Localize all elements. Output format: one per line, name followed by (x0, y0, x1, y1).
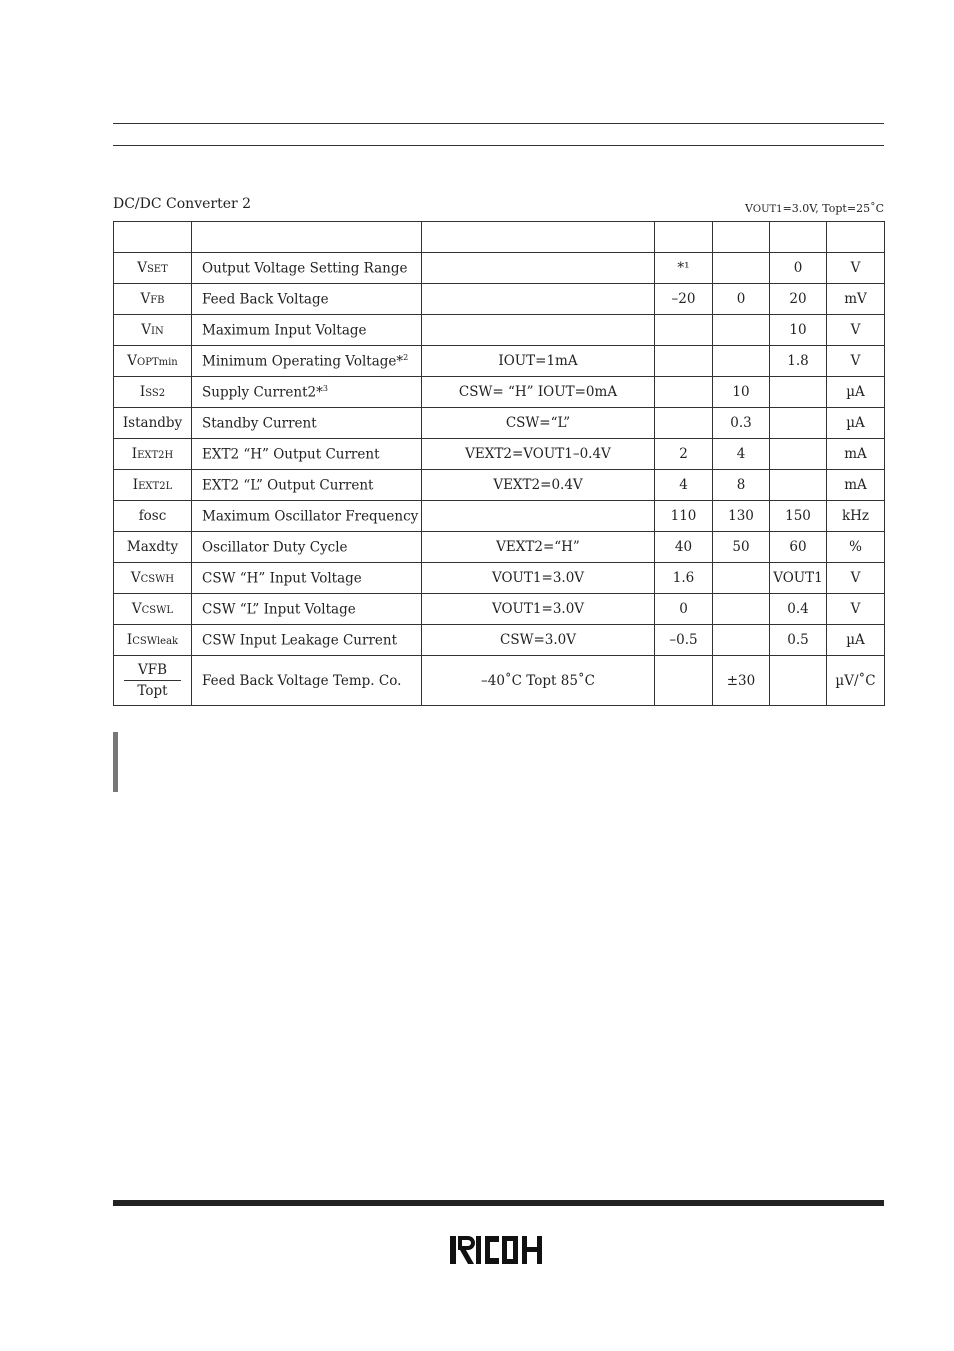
symbol-cell (114, 408, 192, 439)
symbol-text: Maxdty (126, 539, 179, 555)
unit-cell: V (827, 253, 885, 284)
item-cell (192, 501, 422, 532)
max-cell: 20 (770, 284, 827, 315)
symbol-subscript: EXT2L (138, 481, 173, 492)
min-cell: 2 (655, 439, 713, 470)
item-cell (192, 470, 422, 501)
table-row (114, 346, 885, 377)
item-cell (192, 594, 422, 625)
typ-cell: 4 (713, 439, 770, 470)
conditions-cell: VOUT1=3.0V (422, 594, 655, 625)
max-cell (770, 408, 827, 439)
symbol-text: V (137, 260, 147, 276)
max-cell: 0 (770, 253, 827, 284)
max-cell: 60 (770, 532, 827, 563)
max-cell (770, 656, 827, 706)
table-row (114, 377, 885, 408)
min-cell (655, 315, 713, 346)
table-row (114, 532, 885, 563)
symbol-text: V (141, 322, 152, 338)
symbol-text: V (127, 353, 138, 369)
item-cell (192, 284, 422, 315)
min-cell (655, 346, 713, 377)
unit-cell: kHz (827, 501, 885, 532)
symbol-cell (114, 594, 192, 625)
item-text: Maximum Input Voltage (202, 322, 367, 339)
table-row (114, 594, 885, 625)
section-title: DC/DC Converter 2 (113, 196, 252, 212)
conditions-cell: CSW=3.0V (422, 625, 655, 656)
symbol-subscript: SS2 (145, 388, 166, 399)
conditions-cell: CSW=“L” (422, 408, 655, 439)
conditions-cell: IOUT=1mA (422, 346, 655, 377)
symbol-subscript: FB (150, 295, 165, 306)
table-row (114, 563, 885, 594)
item-text: EXT2 “H” Output Current (202, 446, 380, 463)
max-cell (770, 439, 827, 470)
conditions-cell: VEXT2=VOUT1–0.4V (422, 439, 655, 470)
conditions-cell: CSW= “H” IOUT=0mA (422, 377, 655, 408)
max-cell: VOUT1 (770, 563, 827, 594)
fraction-numerator: VFB (124, 662, 181, 681)
header-rule-bottom (113, 145, 884, 146)
header-cell (713, 222, 770, 253)
conditions-subscript: OUT1 (752, 204, 783, 215)
header-cell (655, 222, 713, 253)
symbol-text: I (126, 632, 133, 648)
symbol-text: I (132, 477, 139, 493)
conditions-cell (422, 284, 655, 315)
min-cell: *¹ (655, 253, 713, 284)
max-cell (770, 377, 827, 408)
table-row (114, 656, 885, 706)
header-cell (192, 222, 422, 253)
min-cell (655, 377, 713, 408)
max-cell: 150 (770, 501, 827, 532)
item-cell (192, 625, 422, 656)
symbol-subscript: EXT2H (137, 450, 174, 461)
typ-cell (713, 315, 770, 346)
symbol-cell (114, 346, 192, 377)
min-cell: 110 (655, 501, 713, 532)
header-cell (770, 222, 827, 253)
unit-cell: mA (827, 470, 885, 501)
table-row (114, 284, 885, 315)
table-row (114, 408, 885, 439)
table-row (114, 470, 885, 501)
typ-cell (713, 594, 770, 625)
conditions-rest: =3.0V, Topt=25˚C (782, 202, 884, 215)
symbol-cell (114, 439, 192, 470)
max-cell: 0.5 (770, 625, 827, 656)
symbol-subscript: CSWH (140, 574, 175, 585)
unit-cell: V (827, 594, 885, 625)
symbol-cell (114, 315, 192, 346)
item-cell (192, 408, 422, 439)
symbol-subscript: SET (146, 264, 168, 275)
symbol-text: I (131, 446, 138, 462)
conditions-cell: VOUT1=3.0V (422, 563, 655, 594)
item-footnote: 3 (322, 383, 328, 393)
typ-cell: 8 (713, 470, 770, 501)
item-cell (192, 439, 422, 470)
item-text: Output Voltage Setting Range (202, 260, 408, 277)
typ-cell: 50 (713, 532, 770, 563)
item-text: Minimum Operating Voltage* (202, 353, 404, 370)
typ-cell (713, 625, 770, 656)
min-cell: –0.5 (655, 625, 713, 656)
max-cell: 0.4 (770, 594, 827, 625)
typ-cell: 0.3 (713, 408, 770, 439)
item-cell (192, 563, 422, 594)
item-cell (192, 377, 422, 408)
min-cell (655, 656, 713, 706)
symbol-text: V (140, 291, 151, 307)
symbol-subscript: CSWL (141, 605, 174, 616)
symbol-text: Istandby (122, 415, 183, 431)
table-header-row (114, 222, 885, 253)
item-text: CSW “L” Input Voltage (202, 601, 356, 618)
header-cell (114, 222, 192, 253)
min-cell (655, 408, 713, 439)
typ-cell: 130 (713, 501, 770, 532)
table-row (114, 439, 885, 470)
conditions-cell: –40˚C Topt 85˚C (422, 656, 655, 706)
item-text: EXT2 “L” Output Current (202, 477, 374, 494)
typ-cell: ±30 (713, 656, 770, 706)
item-footnote: 2 (403, 352, 409, 362)
conditions-cell (422, 315, 655, 346)
symbol-cell (114, 284, 192, 315)
unit-cell: µA (827, 377, 885, 408)
test-conditions (745, 202, 884, 215)
table-row (114, 315, 885, 346)
item-text: CSW Input Leakage Current (202, 632, 398, 649)
header-rule-top (113, 123, 884, 124)
symbol-cell (114, 470, 192, 501)
symbol-text: I (139, 384, 146, 400)
symbol-cell (114, 532, 192, 563)
typ-cell: 10 (713, 377, 770, 408)
unit-cell: % (827, 532, 885, 563)
symbol-cell (114, 656, 192, 706)
symbol-text: V (130, 570, 141, 586)
item-text: Feed Back Voltage (202, 291, 329, 308)
symbol-cell (114, 501, 192, 532)
table-row (114, 625, 885, 656)
conditions-cell: VEXT2=“H” (422, 532, 655, 563)
symbol-subscript: CSWleak (132, 636, 179, 647)
max-cell: 1.8 (770, 346, 827, 377)
item-text: Supply Current2* (202, 384, 323, 401)
header-cell (422, 222, 655, 253)
electrical-characteristics-table (113, 221, 885, 706)
item-text: Standby Current (202, 415, 317, 432)
symbol-text: V (131, 601, 142, 617)
item-cell (192, 532, 422, 563)
min-cell: 0 (655, 594, 713, 625)
item-cell: Feed Back Voltage Temp. Co. (192, 656, 422, 706)
item-cell (192, 315, 422, 346)
unit-cell: mV (827, 284, 885, 315)
min-cell: 1.6 (655, 563, 713, 594)
item-text: CSW “H” Input Voltage (202, 570, 362, 587)
table-row (114, 501, 885, 532)
section-marker-bar (113, 732, 118, 792)
min-cell: –20 (655, 284, 713, 315)
typ-cell (713, 346, 770, 377)
conditions-cell: VEXT2=0.4V (422, 470, 655, 501)
symbol-cell (114, 377, 192, 408)
unit-cell: µA (827, 625, 885, 656)
symbol-text: fosc (138, 508, 167, 524)
typ-cell (713, 253, 770, 284)
unit-cell: µV/˚C (827, 656, 885, 706)
item-cell (192, 253, 422, 284)
min-cell: 40 (655, 532, 713, 563)
unit-cell: V (827, 315, 885, 346)
max-cell: 10 (770, 315, 827, 346)
unit-cell: mA (827, 439, 885, 470)
footer-rule (113, 1200, 884, 1206)
conditions-prefix: V (744, 202, 753, 215)
item-text: Maximum Oscillator Frequency (202, 508, 419, 525)
conditions-cell (422, 501, 655, 532)
ricoh-logo (450, 1236, 548, 1264)
symbol-subscript: OPTmin (137, 357, 178, 368)
symbol-fraction (124, 662, 181, 699)
typ-cell: 0 (713, 284, 770, 315)
unit-cell: µA (827, 408, 885, 439)
symbol-cell (114, 563, 192, 594)
unit-cell: V (827, 346, 885, 377)
item-cell (192, 346, 422, 377)
symbol-cell (114, 253, 192, 284)
typ-cell (713, 563, 770, 594)
header-cell (827, 222, 885, 253)
table-row (114, 253, 885, 284)
max-cell (770, 470, 827, 501)
unit-cell: V (827, 563, 885, 594)
symbol-subscript: IN (151, 326, 164, 337)
item-text: Oscillator Duty Cycle (202, 539, 348, 556)
fraction-denominator: Topt (137, 683, 168, 699)
symbol-cell (114, 625, 192, 656)
min-cell: 4 (655, 470, 713, 501)
conditions-cell (422, 253, 655, 284)
